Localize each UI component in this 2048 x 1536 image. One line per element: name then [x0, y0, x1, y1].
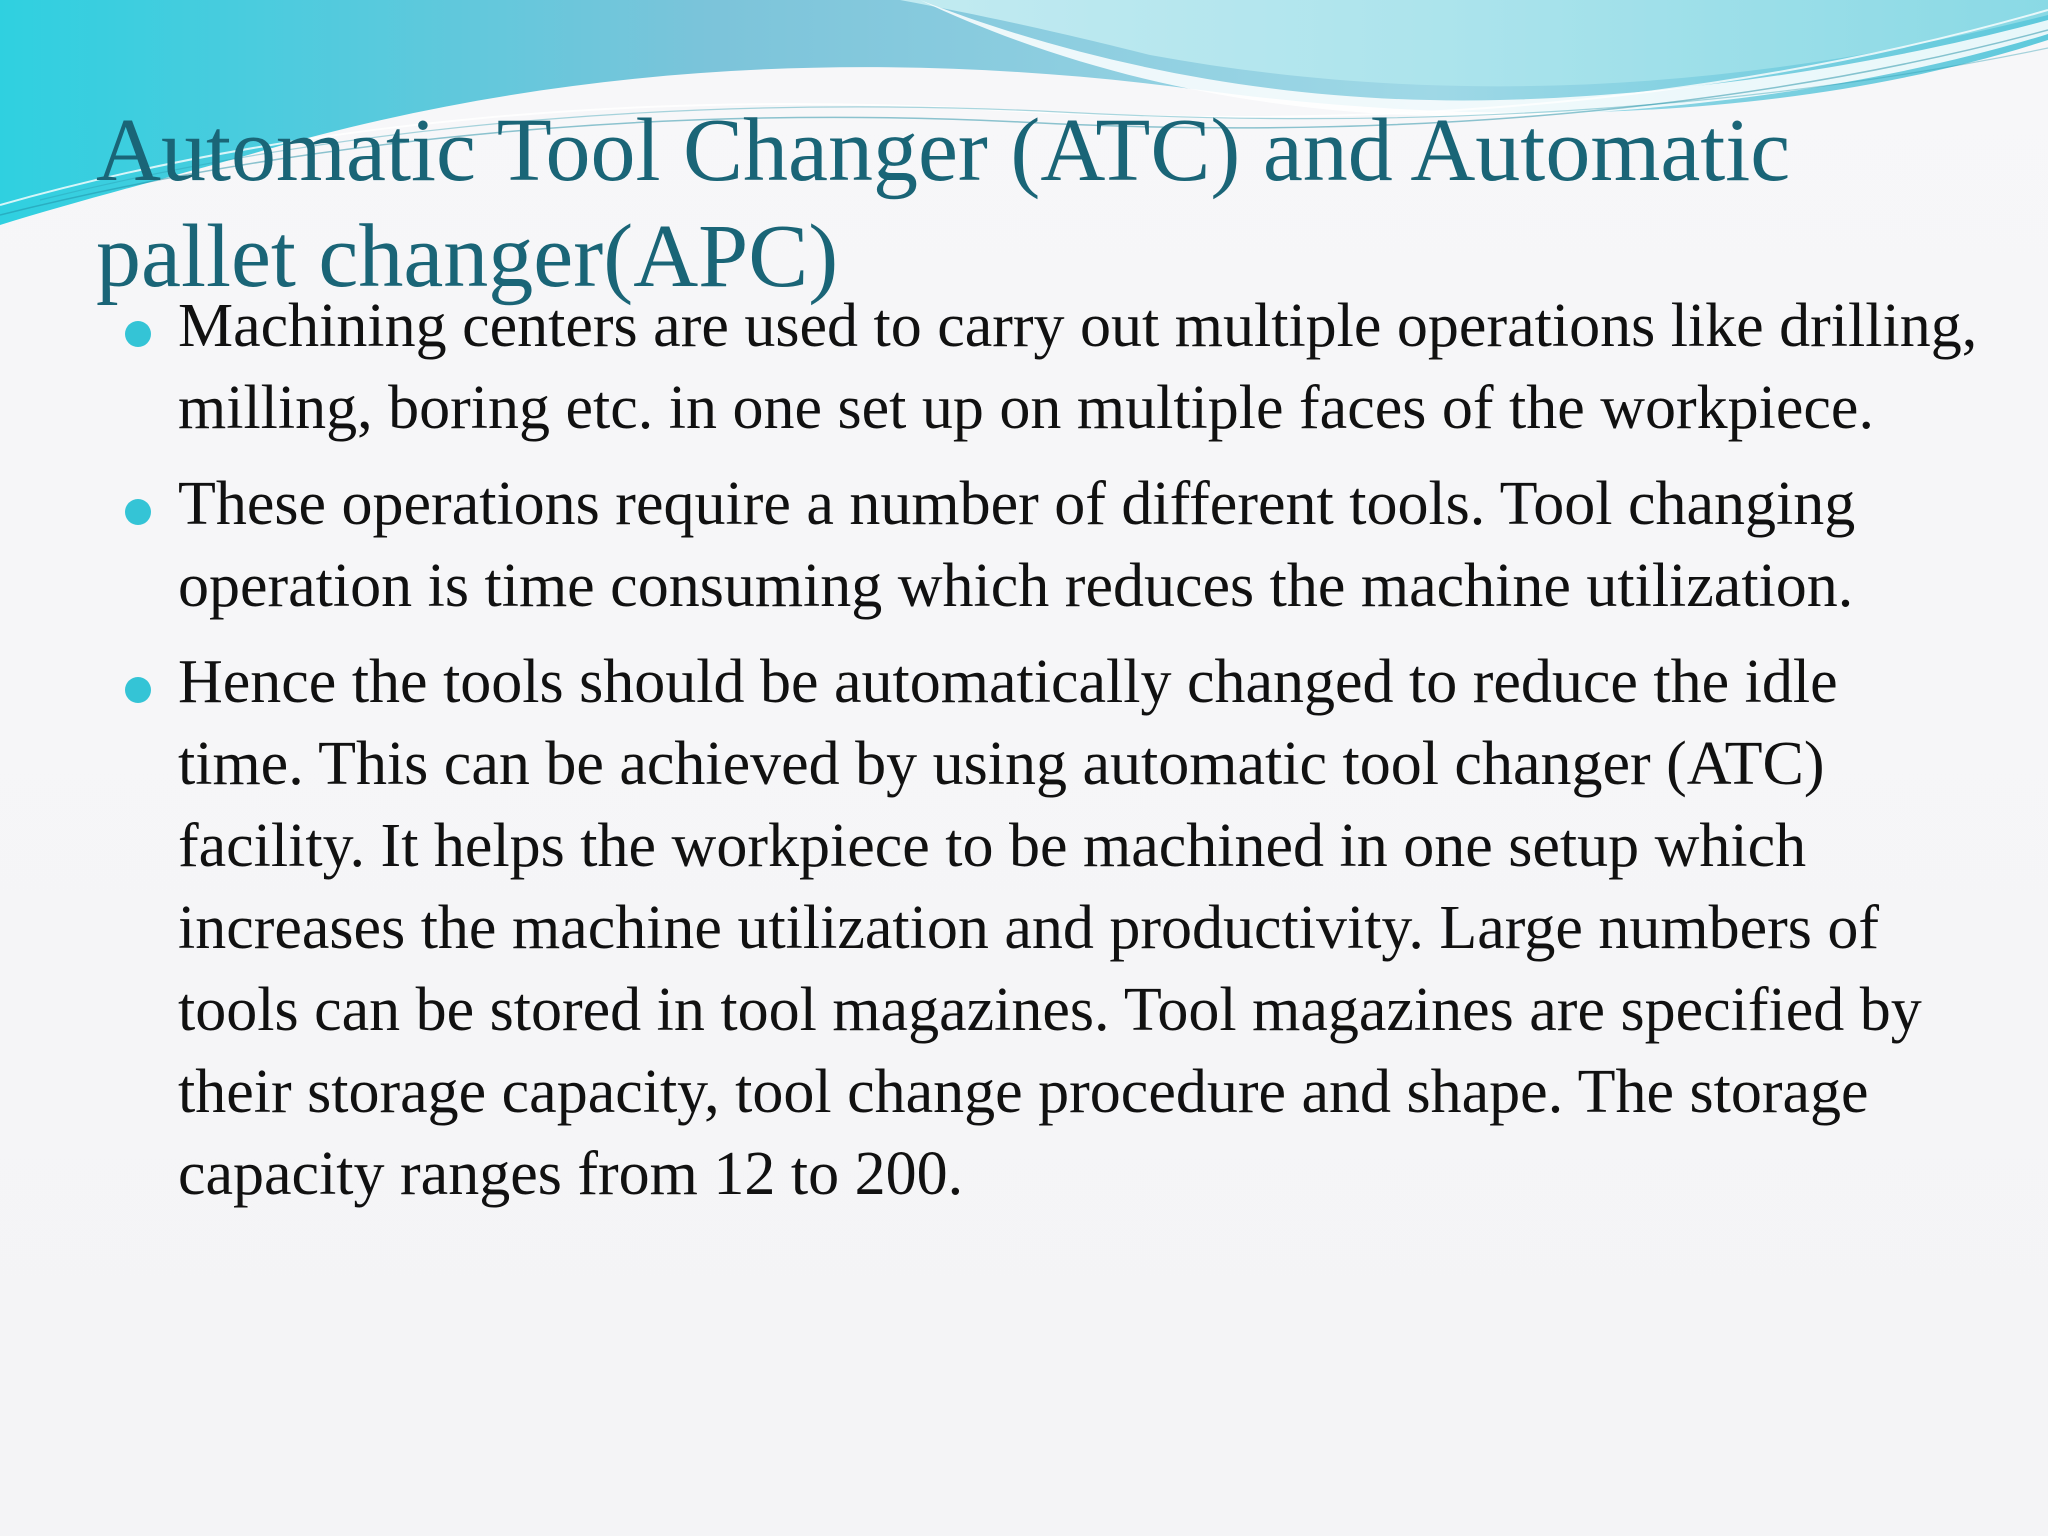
bullet-dot-icon: [125, 499, 151, 525]
bullet-dot-icon: [125, 321, 151, 347]
bullet-text: These operations require a number of different tools. Tool changing operation is time consuming which reduces the machine utilization.: [178, 470, 1856, 620]
bullet-list: [0, 285, 2048, 1229]
bullet-item: [0, 463, 2048, 627]
bullet-dot-icon: [125, 677, 151, 703]
bullet-text: Hence the tools should be automatically changed to reduce the idle time. This can be achieved by using automatic tool changer (ATC) facility. It helps the workpiece to be machined in one setup which increases the machine utilization and productivity. Large numbers of tools can be stored in tool magazines. Tool magazines are specified by their storage capacity, tool change procedure and shape. The storage capacity ranges from 12 to 200.: [178, 648, 1922, 1208]
bullet-text: Machining centers are used to carry out multiple operations like drilling, milling, boring etc. in one set up on multiple faces of the workpiece.: [178, 292, 1978, 442]
slide-title: Automatic Tool Changer (ATC) and Automatic pallet changer(APC): [96, 101, 1791, 306]
bullet-item: [0, 641, 2048, 1215]
bullet-item: [0, 285, 2048, 449]
